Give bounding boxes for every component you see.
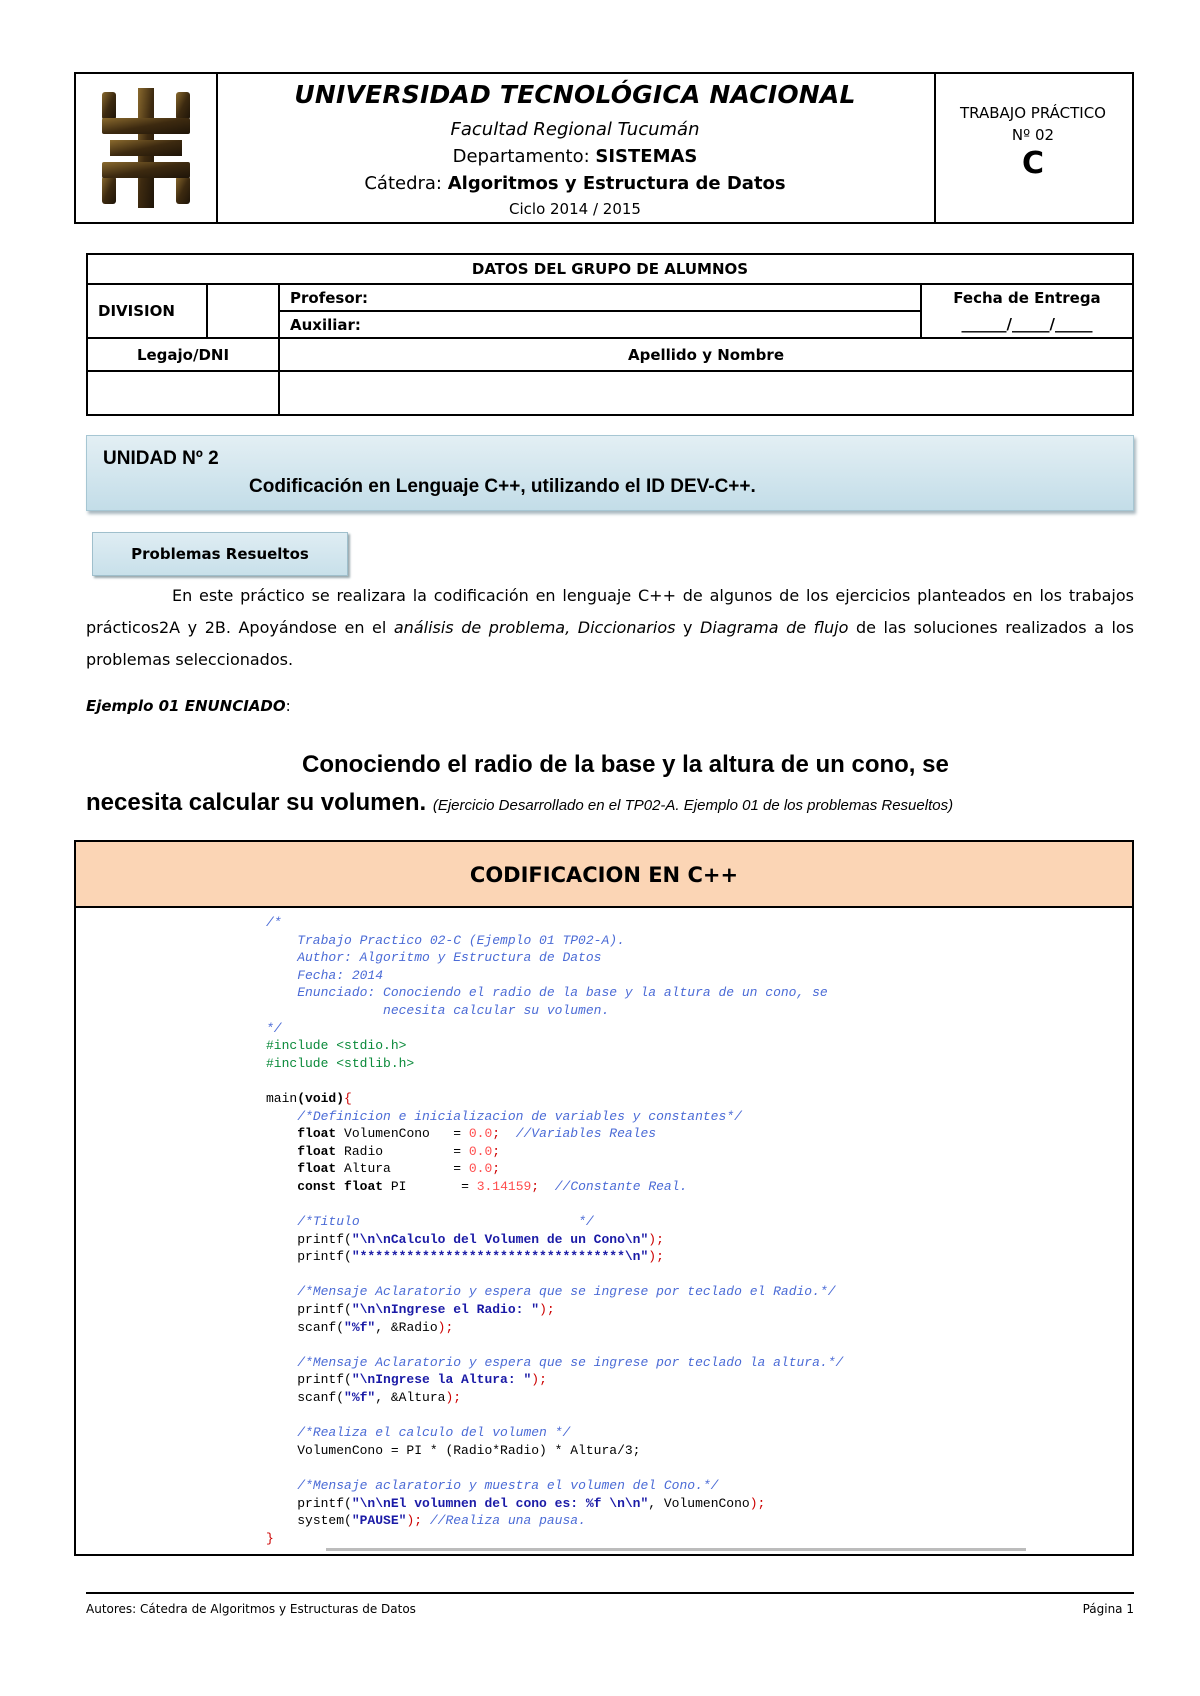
legajo-input-cell[interactable] <box>87 371 279 415</box>
intro-italic-1: análisis de problema, Diccionarios <box>393 618 676 637</box>
code-text: main <box>266 1090 298 1106</box>
code-text: VolumenCono = PI * (Radio*Radio) * Altura/3; <box>297 1442 641 1458</box>
example-heading <box>86 697 291 715</box>
code-text: VolumenCono = <box>336 1126 469 1142</box>
practice-number: Nº 02 <box>1011 126 1055 144</box>
chair-label: Cátedra: <box>364 173 448 194</box>
code-text: printf( <box>297 1302 352 1318</box>
code-text: , &Altura <box>375 1390 446 1406</box>
code-number: 3.14159 <box>476 1178 532 1194</box>
code-symbol: ); <box>648 1249 664 1265</box>
code-string: "**********************************\n" <box>351 1249 649 1265</box>
footer-divider <box>86 1592 1134 1594</box>
intro-paragraph <box>86 580 1134 676</box>
code-text: printf( <box>297 1249 352 1265</box>
code-comment: /*Realiza el calculo del volumen */ <box>297 1425 571 1441</box>
code-comment: //Realiza una pausa. <box>429 1513 586 1529</box>
nombre-header: Apellido y Nombre <box>279 338 1133 371</box>
delivery-date-blank: ______/_____/_____ <box>961 315 1093 333</box>
legajo-header: Legajo/DNI <box>87 338 279 371</box>
department-label: Departamento: <box>452 146 596 167</box>
code-text: scanf( <box>297 1390 345 1406</box>
footer-authors: Autores: Cátedra de Algoritmos y Estructuras de Datos <box>86 1602 416 1616</box>
code-symbol: ; <box>492 1126 501 1142</box>
code-keyword: float <box>344 1178 384 1194</box>
code-comment: /*Mensaje aclaratorio y muestra el volumen del Cono.*/ <box>297 1478 719 1493</box>
intro-text-1: En este práctico se realizara la codificación en lenguaje C++ de algunos de los ejercicios planteados en los trabajos prácticos2A y 2B. Apoyándose en el <box>86 586 1134 637</box>
document-header <box>74 72 1134 224</box>
code-text: printf( <box>297 1372 352 1388</box>
code-text: system( <box>297 1513 352 1529</box>
code-string: "\n\nCalculo del Volumen de un Cono\n" <box>351 1231 649 1247</box>
code-symbol: ); <box>539 1302 555 1318</box>
code-symbol: ); <box>749 1495 766 1511</box>
code-comment: /*Definicion e inicializacion de variables y constantes*/ <box>297 1108 742 1124</box>
intro-italic-2: Diagrama de flujo <box>700 618 849 637</box>
code-listing <box>266 914 843 1547</box>
division-label: DIVISION <box>87 284 207 338</box>
chair-value: Algoritmos y Estructura de Datos <box>447 173 786 194</box>
practice-letter: C <box>1021 146 1045 181</box>
code-number: 0.0 <box>468 1161 493 1177</box>
footer-page-number: Página 1 <box>1082 1602 1134 1616</box>
code-symbol: ); <box>531 1372 547 1388</box>
code-text: printf( <box>297 1231 352 1247</box>
department-value: SISTEMAS <box>595 146 698 167</box>
code-symbol: ; <box>531 1178 540 1194</box>
profesor-field[interactable]: Profesor: <box>279 284 921 311</box>
department-line <box>216 146 934 167</box>
code-string: "%f" <box>344 1319 376 1335</box>
practice-label: TRABAJO PRÁCTICO <box>960 104 1106 122</box>
code-box <box>74 840 1134 1556</box>
code-comment: Enunciado: Conociendo el radio de la base y la altura de un cono, se <box>266 985 828 1001</box>
code-horizontal-scrollbar[interactable] <box>326 1548 1026 1551</box>
code-number: 0.0 <box>468 1126 493 1142</box>
division-value-cell[interactable] <box>207 284 279 338</box>
auxiliar-field[interactable]: Auxiliar: <box>279 311 921 338</box>
faculty-name: Facultad Regional Tucumán <box>450 119 700 140</box>
code-box-header: CODIFICACION EN C++ <box>76 842 1132 908</box>
code-symbol: ); <box>648 1231 664 1247</box>
code-number: 0.0 <box>468 1143 493 1159</box>
code-text: PI = <box>383 1178 477 1194</box>
code-string: "PAUSE" <box>351 1513 407 1529</box>
code-symbol: ; <box>492 1161 501 1177</box>
code-text: Altura = <box>336 1161 469 1177</box>
code-brace: } <box>266 1530 274 1546</box>
code-keyword: float <box>297 1161 337 1177</box>
code-text: scanf( <box>297 1319 345 1335</box>
university-name: UNIVERSIDAD TECNOLÓGICA NACIONAL <box>294 80 856 109</box>
code-comment: /*Mensaje Aclaratorio y espera que se ingrese por teclado la altura.*/ <box>297 1354 844 1370</box>
cycle-line: Ciclo 2014 / 2015 <box>509 200 641 218</box>
code-comment: */ <box>266 1020 282 1036</box>
statement-line-1: Conociendo el radio de la base y la altura de un cono, se <box>302 751 949 778</box>
code-comment: /* <box>266 915 282 930</box>
code-include: #include <stdio.h> <box>266 1038 407 1054</box>
statement-line-2 <box>86 784 1134 825</box>
code-comment: /*Titulo */ <box>297 1214 594 1230</box>
code-keyword: const <box>297 1178 337 1194</box>
group-table-title: DATOS DEL GRUPO DE ALUMNOS <box>87 254 1133 284</box>
unit-title: UNIDAD Nº 2 <box>103 448 219 469</box>
code-comment: Fecha: 2014 <box>266 967 384 983</box>
unit-banner <box>86 435 1134 511</box>
example-label: Ejemplo 01 ENUNCIADO <box>86 697 286 715</box>
code-string: "%f" <box>344 1390 376 1406</box>
code-comment: Trabajo Practico 02-C (Ejemplo 01 TP02-A). <box>266 932 625 948</box>
code-keyword: (void) <box>297 1090 345 1106</box>
code-symbol: ); <box>406 1513 423 1529</box>
code-comment: necesita calcular su volumen. <box>266 1002 610 1018</box>
utn-logo-icon <box>76 74 216 222</box>
delivery-date-label: Fecha de Entrega <box>953 289 1101 307</box>
code-text: , &Radio <box>375 1319 438 1335</box>
code-brace: { <box>344 1090 352 1106</box>
code-text: printf( <box>297 1495 352 1511</box>
example-statement <box>86 746 1134 825</box>
solved-problems-button[interactable]: Problemas Resueltos <box>92 532 348 576</box>
nombre-input-cell[interactable] <box>279 371 1133 415</box>
header-practice-block <box>934 74 1132 222</box>
delivery-date-cell[interactable] <box>921 284 1133 338</box>
code-string: "\nIngrese la Altura: " <box>351 1372 532 1388</box>
code-include: #include <stdlib.h> <box>266 1055 415 1071</box>
code-comment: /*Mensaje Aclaratorio y espera que se ingrese por teclado el Radio.*/ <box>297 1284 836 1300</box>
code-symbol: ; <box>492 1143 501 1159</box>
student-group-table <box>86 253 1134 416</box>
code-comment: //Variables Reales <box>515 1126 657 1142</box>
code-string: "\n\nEl volumnen del cono es: %f \n\n" <box>351 1495 649 1511</box>
unit-subtitle: Codificación en Lenguaje C++, utilizando el ID DEV-C++. <box>249 476 756 497</box>
code-keyword: float <box>297 1126 337 1142</box>
header-institution-block <box>216 74 936 222</box>
intro-text-3: de las soluciones realizados a los problemas seleccionados. <box>86 618 1135 669</box>
example-colon: : <box>285 697 291 715</box>
chair-line <box>216 173 934 194</box>
code-symbol: ); <box>445 1390 462 1406</box>
code-string: "\n\nIngrese el Radio: " <box>351 1302 540 1318</box>
statement-line-2-text: necesita calcular su volumen. <box>86 789 427 816</box>
code-keyword: float <box>297 1143 337 1159</box>
code-text: , VolumenCono <box>648 1495 750 1511</box>
code-symbol: ); <box>437 1319 454 1335</box>
intro-text-2: y <box>675 618 701 637</box>
code-comment: //Constante Real. <box>554 1178 688 1194</box>
code-text: Radio = <box>336 1143 469 1159</box>
statement-reference: (Ejercicio Desarrollado en el TP02-A. Ejemplo 01 de los problemas Resueltos) <box>432 797 954 814</box>
university-logo <box>76 74 218 222</box>
code-comment: Author: Algoritmo y Estructura de Datos <box>266 950 602 966</box>
